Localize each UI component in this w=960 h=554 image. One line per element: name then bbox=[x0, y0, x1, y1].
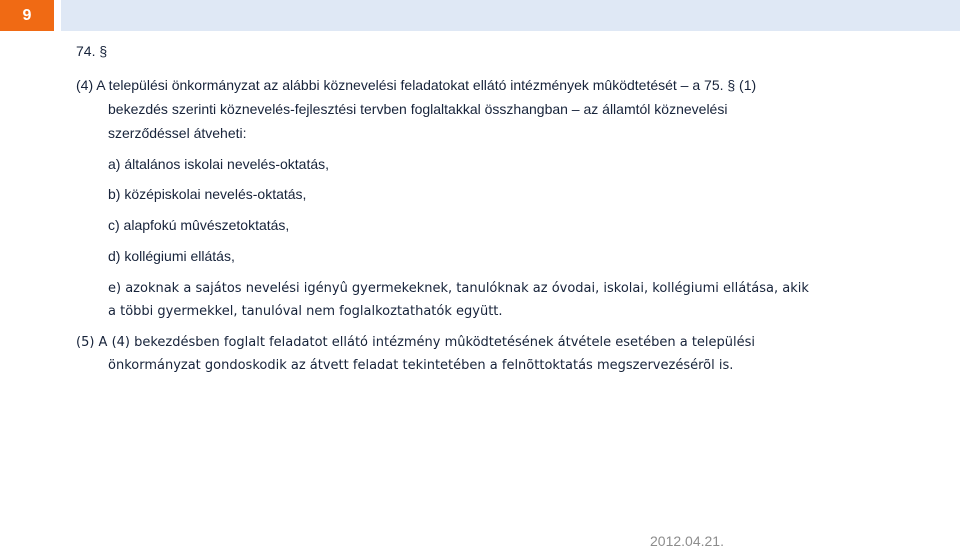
paragraph-4-line-1: (4) A települési önkormányzat az alábbi köznevelési feladatokat ellátó intézmények mûködtetését – a 75. § (1) bbox=[76, 77, 757, 93]
list-item-a: a) általános iskolai nevelés-oktatás, bbox=[108, 156, 330, 172]
list-item-c: c) alapfokú mûvészetoktatás, bbox=[108, 217, 290, 233]
paragraph-5-line-1: (5) A (4) bekezdésben foglalt feladatot ellátó intézmény mûködtetésének átvétele esetében a települési bbox=[76, 335, 756, 350]
list-item-d: d) kollégiumi ellátás, bbox=[108, 248, 235, 264]
header-bar bbox=[61, 0, 960, 31]
slide-date: 2012.04.21. bbox=[650, 533, 724, 549]
paragraph-4-line-2: bekezdés szerinti köznevelés-fejlesztési tervben foglaltakkal összhangban – az államtól köznevelési bbox=[108, 101, 728, 117]
paragraph-4-line-3: szerződéssel átveheti: bbox=[108, 125, 247, 141]
slide-title: 74. § bbox=[76, 43, 108, 59]
slide-number: 9 bbox=[0, 0, 54, 31]
paragraph-5-line-2: önkormányzat gondoskodik az átvett feladat tekintetében a felnõttoktatás megszervezésérõl is. bbox=[108, 358, 734, 373]
list-item-e-line-1: e) azoknak a sajátos nevelési igényû gyermekeknek, tanulóknak az óvodai, iskolai, kollégiumi ellátása, akik bbox=[108, 281, 809, 296]
list-item-e-line-2: a többi gyermekkel, tanulóval nem foglalkoztathatók együtt. bbox=[108, 304, 503, 319]
list-item-b: b) középiskolai nevelés-oktatás, bbox=[108, 186, 307, 202]
